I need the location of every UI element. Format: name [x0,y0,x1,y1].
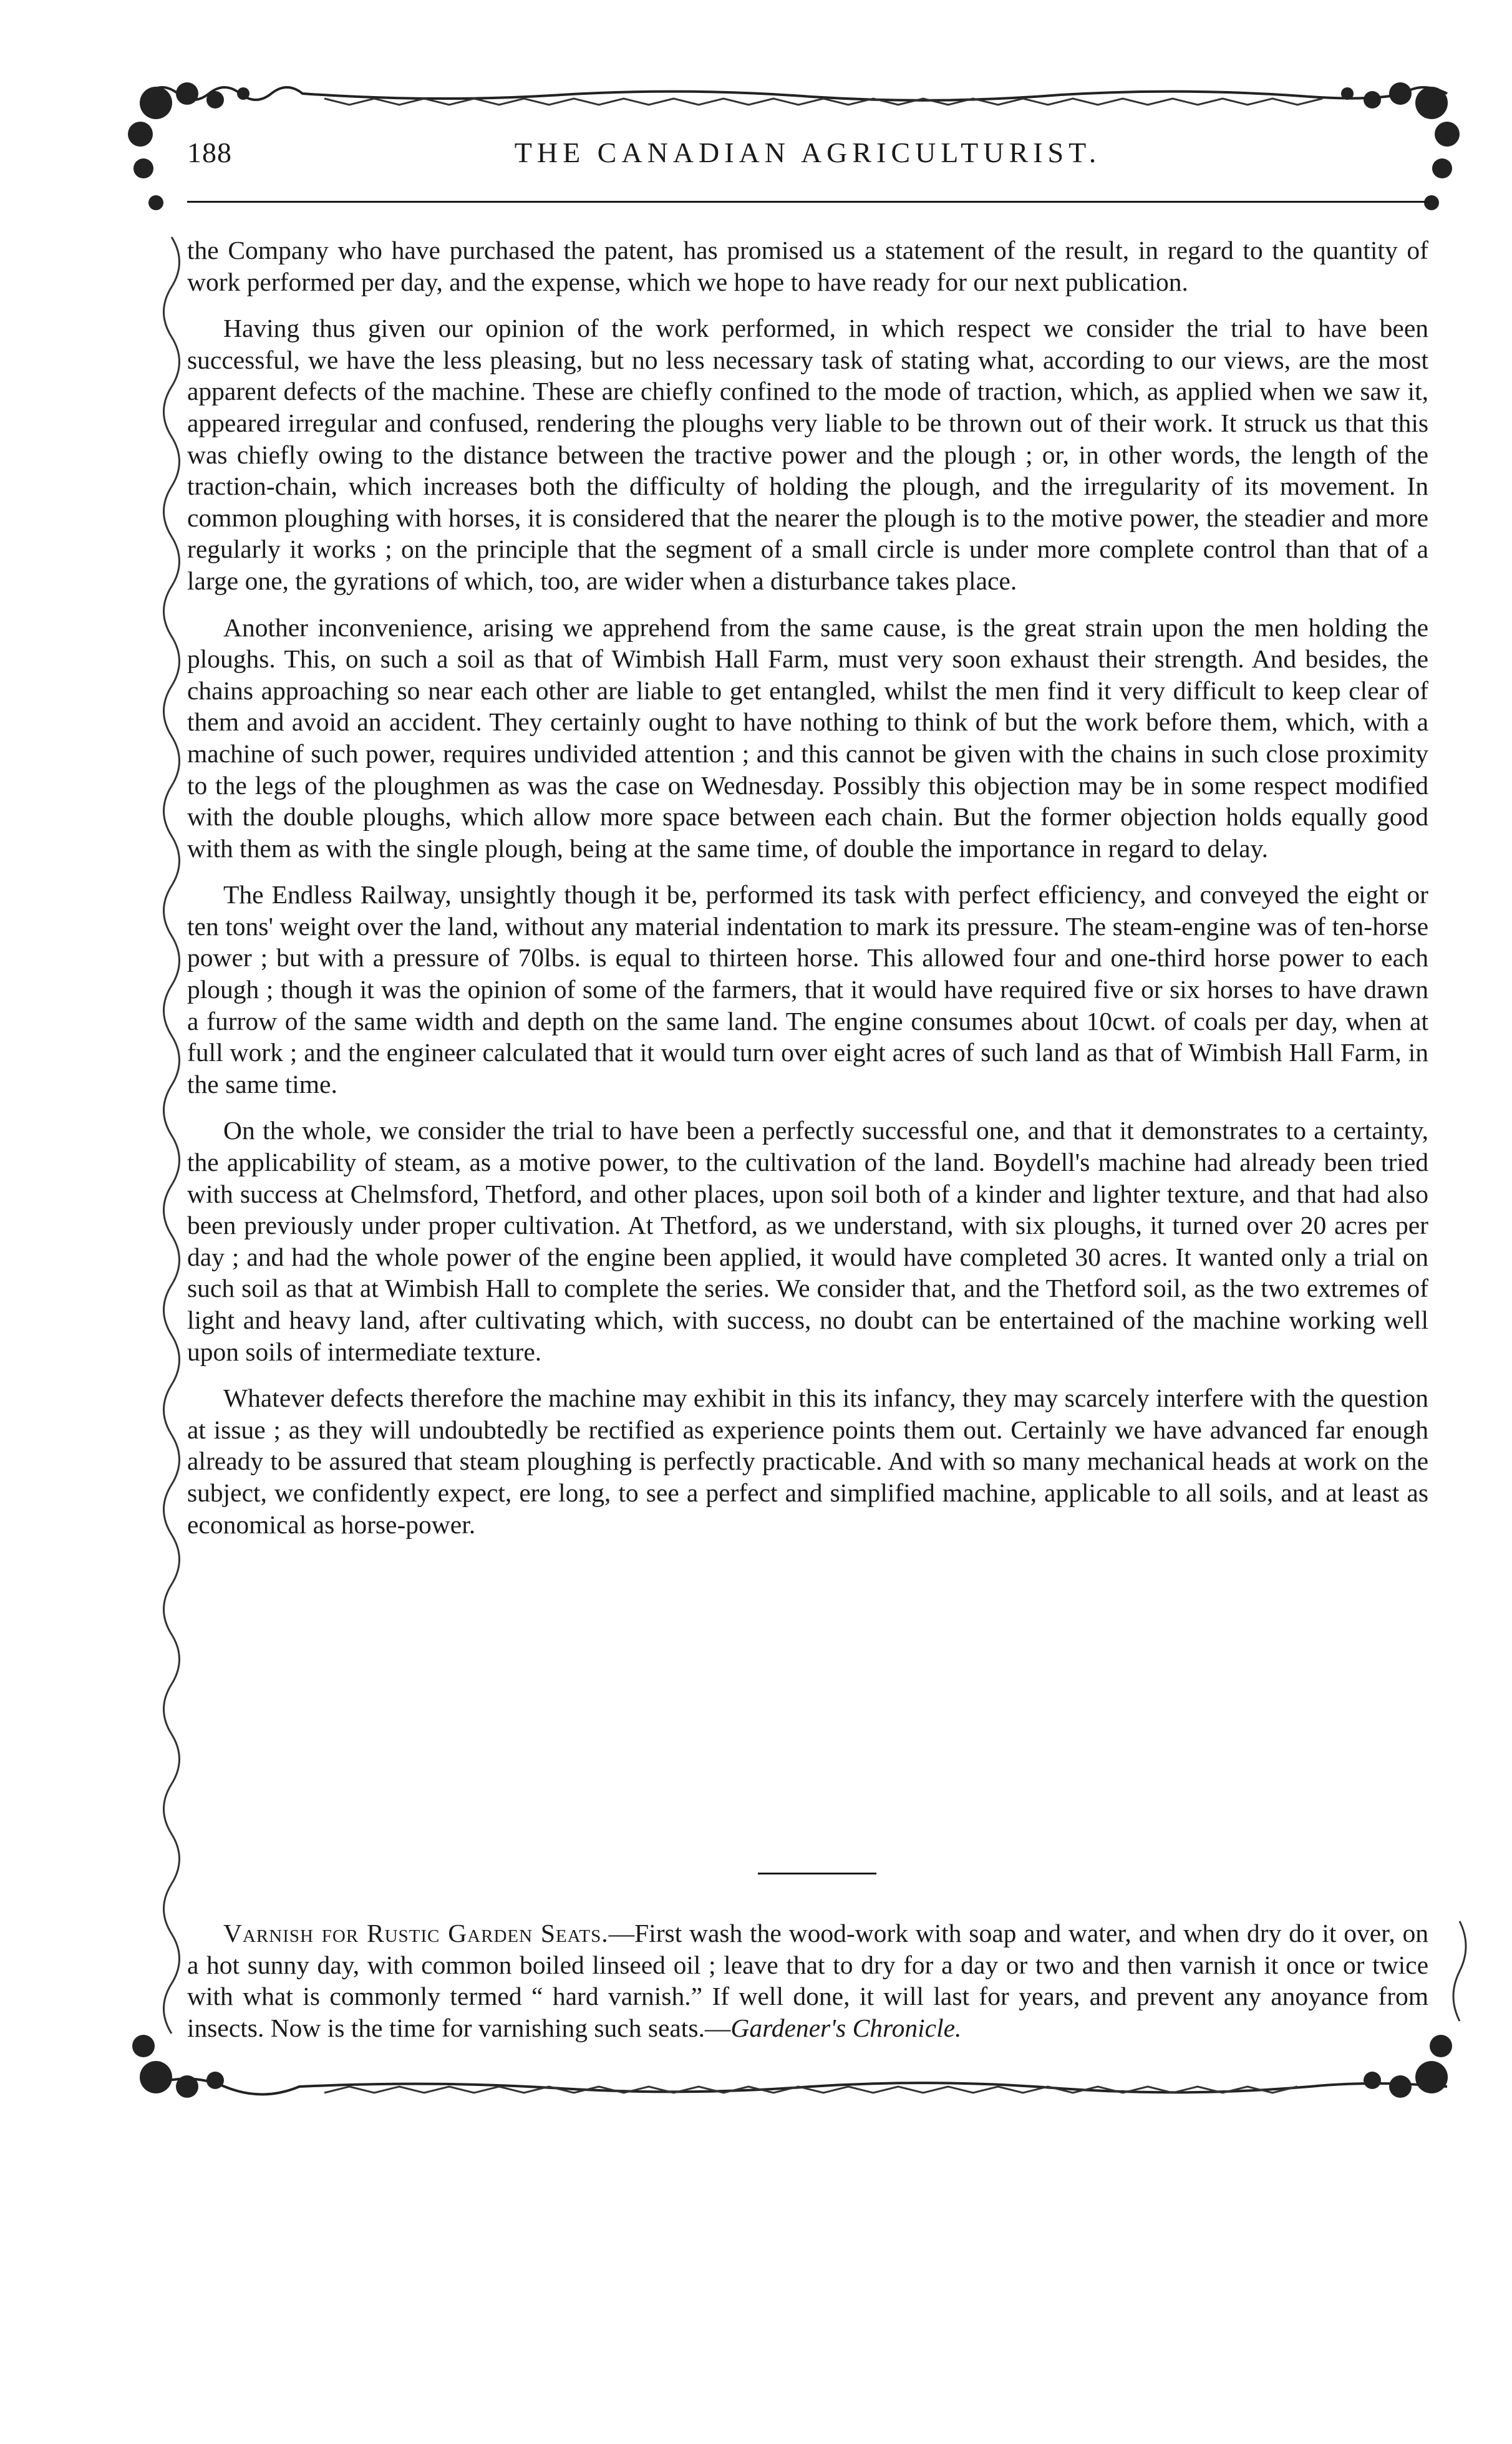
paragraph: Another inconvenience, arising we apprehend from the same cause, is the great strain upon the men holding the ploughs. This, on such a soil as that of Wimbish Hall Farm, must very soon exhaust their strength. And besides, the chains approaching so near each other are liable to get entangled, whilst the men find it very difficult to keep clear of them and avoid an accident. They certainly ought to have nothing to think of but the work before them, which, with a machine of such power, requires undivided attention ; and this cannot be given with the chains in such close proximity to the legs of the ploughmen as was the case on Wednesday. Possibly this objection may be in some respect modified with the double ploughs, which allow more space between each chain. But the former objection holds equally good with them as with the single plough, being at the same time, of double the importance in regard to delay. [187,613,1428,863]
paragraph: Whatever defects therefore the machine may exhibit in this its infancy, they may scarcely interfere with the question at issue ; as they will undoubtedly be rectified as experience points them out. Certainly we have advanced far enough already to be assured that steam ploughing is perfectly practicable. And with so many mechanical heads at work on the subject, we confidently expect, ere long, to see a perfect and simplified machine, applicable to all soils, and at least as economical as horse-power. [187,1384,1428,1539]
article-body [187,235,1428,1555]
header-rule [187,201,1428,203]
paragraph: On the whole, we consider the trial to have been a perfectly successful one, and that it demonstrates to a certainty, the applicability of steam, as a motive power, to the cultivation of the land. Boydell's machine had already been tried with success at Chelmsford, Thetford, and other places, upon soil both of a kinder and lighter texture, and that had also been previously under proper cultivation. At Thetford, as we understand, with six ploughs, it turned over 20 acres per day ; and had the whole power of the engine been applied, it would have completed 30 acres. It wanted only a trial on such soil as that at Wimbish Hall to complete the series. We consider that, and the Thetford soil, as the two extremes of light and heavy land, after cultivating which, with success, no doubt can be entertained of the machine working well upon soils of intermediate texture. [187,1116,1428,1366]
running-title: THE CANADIAN AGRICULTURIST. [514,137,1102,168]
note-heading: Varnish for Rustic Garden Seats. [223,1919,609,1947]
note-text: —First wash the wood-work with soap and water, and when dry do it over, on a hot sunny day, with common boiled linseed oil ; leave that to dry for a day or two and then varnish it once or twice with what is commonly termed “ hard varnish.” If well done, it will last for years, and prevent any anoyance from insects. Now is the time for varnishing such seats.— [187,1919,1429,2042]
page-number: 188 [187,137,232,168]
paragraph: Having thus given our opinion of the work performed, in which respect we consider the trial to have been successful, we have the less pleasing, but no less necessary task of stating what, according to our views, are the most apparent defects of the machine. These are chiefly confined to the mode of traction, which, as applied when we saw it, appeared irregular and confused, rendering the ploughs very liable to be thrown out of their work. It struck us that this was chiefly owing to the distance between the tractive power and the plough ; or, in other words, the length of the traction-chain, which increases both the difficulty of holding the plough, and the irregularity of its movement. In common ploughing with horses, it is considered that the nearer the plough is to the motive power, the steadier and more regularly it works ; on the principle that the segment of a small circle is under more complete control than that of a large one, the gyrations of which, too, are wider when a disturbance takes place. [187,314,1428,595]
paragraph: The Endless Railway, unsightly though it be, performed its task with perfect efficiency, and conveyed the eight or ten tons' weight over the land, without any material indentation to mark its pressure. The steam-engine was of ten-horse power ; but with a pressure of 70lbs. is equal to thirteen horse. This allowed four and one-third horse power to each plough ; though it was the opinion of some of the farmers, that it would have required five or six horses to have drawn a furrow of the same width and depth on the same land. The engine consumes about 10cwt. of coals per day, when at full work ; and the engineer calculated that it would turn over eight acres of such land as that of Wimbish Hall Farm, in the same time. [187,880,1428,1098]
page-header [187,136,1428,180]
paragraph: the Company who have purchased the patent, has promised us a statement of the result, in regard to the quantity of work performed per day, and the expense, which we hope to have ready for our next publication. [187,236,1428,296]
note-varnish [187,1918,1428,2044]
note-source: Gardener's Chronicle. [730,2013,962,2042]
section-divider [758,1873,876,1874]
